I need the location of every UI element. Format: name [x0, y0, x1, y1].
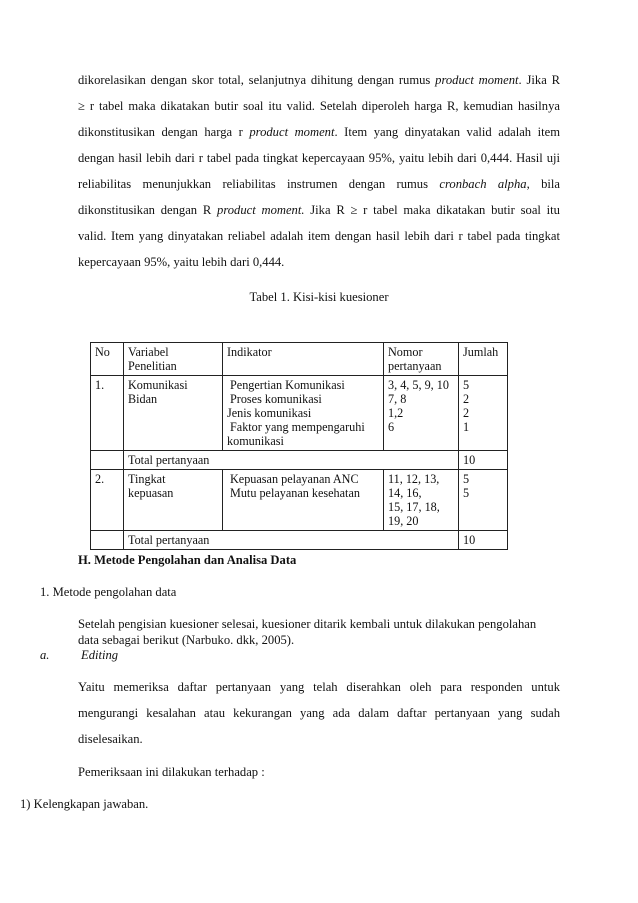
paragraph-line: Setelah pengisian kuesioner selesai, kuesioner ditarik kembali untuk dilakukan pengolahan	[78, 617, 537, 631]
total-label: Total pertanyaan	[124, 531, 459, 550]
paragraph-line: dengan hasil lebih dari r tabel pada tingkat kepercayaan 95%, yaitu lebih dari 0,444. Hasil uji	[78, 151, 560, 165]
table-total-row	[91, 531, 508, 550]
table-row	[91, 470, 508, 531]
header-nomor: Nomor pertanyaan	[384, 343, 459, 376]
cell-indikator: Kepuasan pelayanan ANC Mutu pelayanan kesehatan	[223, 470, 384, 531]
total-label: Total pertanyaan	[124, 451, 459, 470]
paragraph-line: data sebagai berikut (Narbuko. dkk, 2005).	[78, 633, 295, 647]
cell-nomor: 3, 4, 5, 9, 10 7, 8 1,2 6	[384, 376, 459, 451]
cell-no: 2.	[91, 470, 124, 531]
header-jumlah: Jumlah	[459, 343, 508, 376]
paragraph-line: kepercayaan 95%, yaitu lebih dari 0,444.	[78, 255, 285, 269]
paragraph-line: dikonstitusikan dengan harga r product moment. Item yang dinyatakan valid adalah item	[78, 125, 560, 139]
header-variabel: Variabel Penelitian	[124, 343, 223, 376]
paragraph-line: ≥ r tabel maka dikatakan butir soal itu valid. Setelah diperoleh harga R, kemudian hasilnya	[78, 99, 560, 113]
paragraph-line: valid. Item yang dinyatakan reliabel adalah item dengan hasil lebih dari r tabel pada tingkat	[78, 229, 560, 243]
table-total-row	[91, 451, 508, 470]
cell-no: 1.	[91, 376, 124, 451]
table-caption: Tabel 1. Kisi-kisi kuesioner	[249, 290, 389, 304]
cell-nomor: 11, 12, 13, 14, 16, 15, 17, 18, 19, 20	[384, 470, 459, 531]
cell-variabel: Komunikasi Bidan	[124, 376, 223, 451]
header-indikator: Indikator	[223, 343, 384, 376]
cell-indikator: Pengertian Komunikasi Proses komunikasi Jenis komunikasi Faktor yang mempengaruhi komunikasi	[223, 376, 384, 451]
list-item: 1) Kelengkapan jawaban.	[20, 797, 149, 811]
section-heading: H. Metode Pengolahan dan Analisa Data	[78, 553, 297, 567]
table-row	[91, 376, 508, 451]
total-value: 10	[459, 451, 508, 470]
paragraph-line: diselesaikan.	[78, 732, 143, 746]
paragraph-line: dikorelasikan dengan skor total, selanjutnya dihitung dengan rumus product moment. Jika R	[78, 73, 561, 87]
paragraph-line: Yaitu memeriksa daftar pertanyaan yang telah diserahkan oleh para responden untuk	[78, 680, 560, 694]
cell-jumlah: 5 5	[459, 470, 508, 531]
sub-heading-title: Editing	[81, 648, 119, 662]
cell-empty	[91, 451, 124, 470]
paragraph-line: Pemeriksaan ini dilakukan terhadap :	[78, 765, 265, 779]
total-value: 10	[459, 531, 508, 550]
numbered-heading: 1. Metode pengolahan data	[40, 585, 177, 599]
cell-empty	[91, 531, 124, 550]
cell-jumlah: 5 2 2 1	[459, 376, 508, 451]
sub-heading-marker: a.	[40, 648, 50, 662]
kisi-kisi-table	[90, 342, 508, 550]
paragraph-line: reliabilitas menunjukkan reliabilitas instrumen dengan rumus cronbach alpha, bila	[78, 177, 560, 191]
paragraph-line: mengurangi kesalahan atau kekurangan yang ada dalam daftar pertanyaan yang sudah	[78, 706, 560, 720]
header-no: No	[91, 343, 124, 376]
table-header-row	[91, 343, 508, 376]
cell-variabel: Tingkat kepuasan	[124, 470, 223, 531]
paragraph-line: dikonstitusikan dengan R product moment. Jika R ≥ r tabel maka dikatakan butir soal itu	[78, 203, 560, 217]
